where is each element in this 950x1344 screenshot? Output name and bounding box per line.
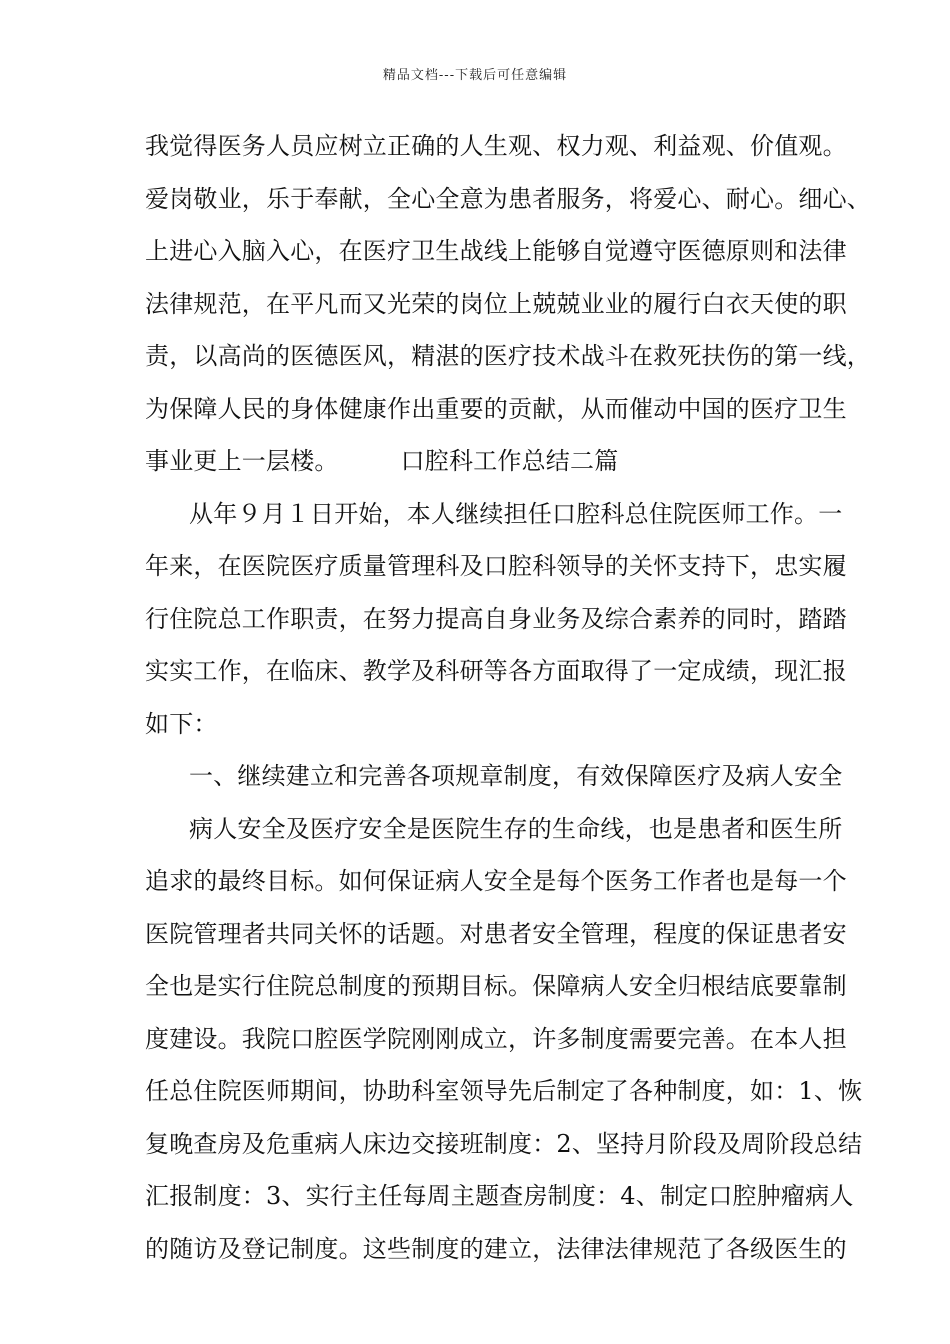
text-line: 医院管理者共同关怀的话题。对患者安全管理，程度的保证患者安 xyxy=(145,919,847,948)
text-line: 如下： xyxy=(145,709,218,738)
text-line: 度建设。我院口腔医学院刚刚成立，许多制度需要完善。在本人担 xyxy=(145,1024,847,1053)
paragraph-first-line: 病人安全及医疗安全是医院生存的生命线，也是患者和医生所 xyxy=(189,814,843,843)
text-line: 爱岗敬业，乐于奉献，全心全意为患者服务，将爱心、耐心。细心、 xyxy=(145,184,871,213)
page-header: 精品文档---下载后可任意编辑 xyxy=(382,68,568,83)
text-line: 责，以高尚的医德医风，精湛的医疗技术战斗在救死扶伤的第一线， xyxy=(145,342,871,370)
section-title: 口腔科工作总结二篇 xyxy=(400,447,619,475)
text-line: 追求的最终目标。如何保证病人安全是每个医务工作者也是每一个 xyxy=(145,867,847,895)
text-line-with-title xyxy=(145,435,815,488)
paragraph-first-line: 从年９月１日开始，本人继续担任口腔科总住院医师工作。一 xyxy=(189,499,843,528)
text-line: 年来，在医院医疗质量管理科及口腔科领导的关怀支持下，忠实履 xyxy=(145,552,847,580)
text-line: 为保障人民的身体健康作出重要的贡献，从而催动中国的医疗卫生 xyxy=(145,394,847,423)
section-heading: 一、继续建立和完善各项规章制度，有效保障医疗及病人安全 xyxy=(189,762,843,790)
text-line: 我觉得医务人员应树立正确的人生观、权力观、利益观、价值观。 xyxy=(145,132,847,160)
document-body xyxy=(145,120,871,1275)
text-line: 实实工作，在临床、教学及科研等各方面取得了一定成绩，现汇报 xyxy=(145,657,847,685)
text-line: 上进心入脑入心，在医疗卫生战线上能够自觉遵守医德原则和法律 xyxy=(145,237,847,265)
text-line: 任总住院医师期间，协助科室领导先后制定了各种制度，如：1、恢 xyxy=(145,1077,863,1105)
text-line: 全也是实行住院总制度的预期目标。保障病人安全归根结底要靠制 xyxy=(145,972,847,1000)
text-line: 复晚查房及危重病人床边交接班制度：2、坚持月阶段及周阶段总结 xyxy=(145,1129,863,1158)
text-line: 事业更上一层楼。 xyxy=(145,447,339,475)
text-line: 的随访及登记制度。这些制度的建立，法律法律规范了各级医生的 xyxy=(145,1234,847,1263)
text-line: 法律规范，在平凡而又光荣的岗位上兢兢业业的履行白衣天使的职 xyxy=(145,289,847,318)
text-line: 汇报制度：3、实行主任每周主题查房制度：4、制定口腔肿瘤病人 xyxy=(145,1182,854,1210)
text-line: 行住院总工作职责，在努力提高自身业务及综合素养的同时，踏踏 xyxy=(145,604,847,633)
